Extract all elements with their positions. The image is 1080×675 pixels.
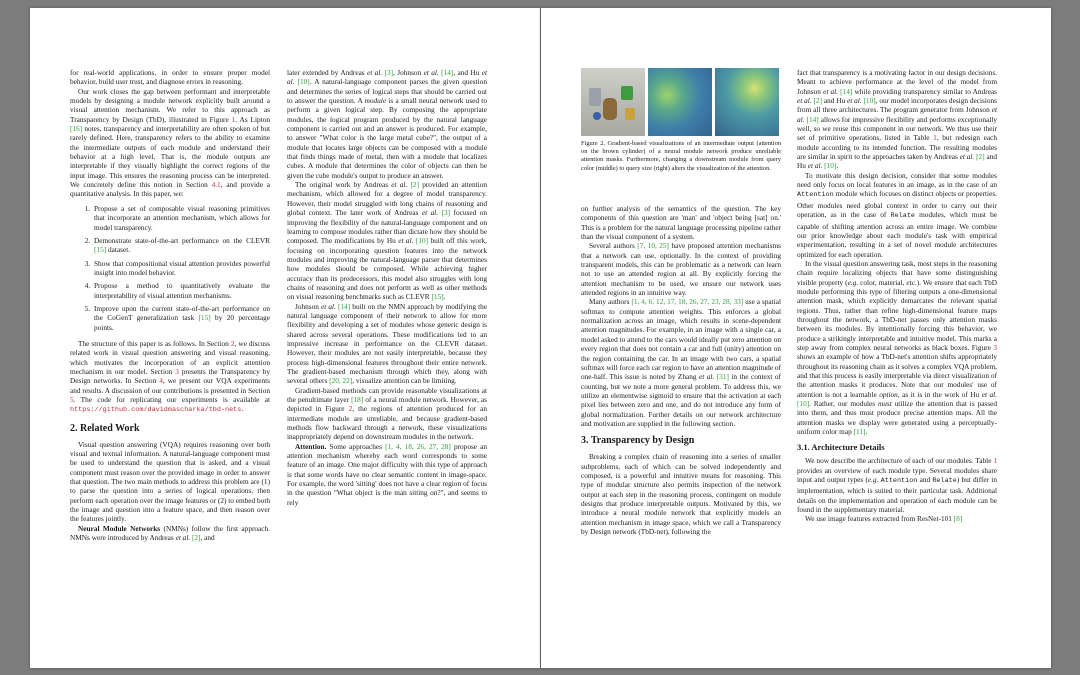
left-page xyxy=(30,8,540,668)
paragraph: Neural Module Networks (NMNs) follow the first approach. NMNs were introduced by Andreas et al. [2], and xyxy=(70,523,270,543)
paragraph: We now describe the architecture of each of our modules. Table 1 provides an overview of each module type. Several modules share input and output types (e.g. Attention and Relate) but differ in implementation, which is suited to their particular task. Additional details on the implementation and operation of each module can be found in the supplementary material. xyxy=(797,456,997,515)
paragraph: We use image features extracted from ResNet-101 [8] xyxy=(805,514,963,524)
right-page xyxy=(541,8,1051,668)
citation-link[interactable]: [3] xyxy=(441,208,451,218)
paragraph: on further analysis of the semantics of the question. The key components of this question are 'man' and 'object being [sat] on.' This is a problem for the natural language processing pipeline rather than the visual component of a system. xyxy=(581,204,781,242)
figure-link[interactable]: 2 xyxy=(348,404,353,414)
paragraph: fact that transparency is a motivating factor in our design decisions. Meant to achieve performance at the level of the model from Johnson et al. [14] while providing transparency similar to Andreas et al. [2] and Hu et al. [10], our model incorporates design decisions from all three architectures. The program generator from Johnson et al. [14] allows for impressive flexibility and performs exceptionally well, so we reuse this component in our network. We thus use their set of primitive operations, listed in Table 1, but redesign each module according to its intended function. The resulting modules are similar in spirit to the approaches taken by Andreas et al. [2] and Hu et al. [10]. xyxy=(797,68,998,171)
scene-object xyxy=(625,108,635,120)
section-link[interactable]: 2 xyxy=(230,338,235,348)
paragraph: for real-world applications, in order to ensure proper model behavior, build user trust, and diagnose errors in reasoning. xyxy=(70,68,270,87)
section-link[interactable]: 5 xyxy=(70,395,74,404)
section-heading: 2. Related Work xyxy=(70,422,140,434)
subsection-heading: 3.1. Architecture Details xyxy=(797,442,885,453)
paragraph: In the visual question answering task, most steps in the reasoning chain require localizing objects that have some distinguishing visible property (e.g. color, material, etc.). We ensure that each TbD module performing this type of filtering outputs a one-dimensional attention mask, which explicitly demarcates the relevant spatial regions. Thus, rather than refine high-dimensional feature maps throughout the network, a TbD-net passes only attention masks between its modules. By intentionally forcing this behavior, we produce a strikingly interpretable and intuitive model. This marks a step away from complex neural networks as black boxes. Figure 3 shows an example of how a TbD-net's attention shifts appropriately throughout its reasoning chain as it solves a complex VQA problem, and that this process is easily interpretable via direct visualization of the attention masks it produces. Note that our modules' use of attention is not a learnable option, as it is in the work of Hu et al. [10]. Rather, our modules must utilize the attention that is passed into them, and thus must produce precise attention maps. All the attention masks we display were generated using a perceptually-uniform color map [11]. xyxy=(797,258,998,437)
paragraph: Gradient-based methods can provide reasonable visualizations at the penultimate layer [18] of a neural module network. However, as depicted in Figure 2, the regions of attention produced for an intermediate module are unreliable, and because gradient-based methods flow backward through a network, these visualizations inappropriately depend on downstream modules in the network. xyxy=(287,385,488,442)
scene-object xyxy=(621,86,633,100)
paragraph: Breaking a complex chain of reasoning into a series of smaller subproblems, each of which can be solved independently and composed, is a powerful and intuitive means for reasoning. This type of modular structure also permits inspection of the network output at each step in the reasoning process, contingent on module designs that produce interpretable outputs. Motivated by this, we introduce a neural module network that explicitly models an attention mechanism in image space, which we call a Transparency by Design network (TbD-net), following the xyxy=(581,452,781,536)
citation-link[interactable]: [14] xyxy=(840,86,853,96)
citation-link[interactable]: [2] xyxy=(976,152,985,162)
paragraph: Attention. Some approaches [1, 4, 18, 26, 27, 28] propose an attention mechanism whereby each word corresponds to some feature of an image. One major difficulty with this type of approach is that some words have no clear semantic content in image-space. For example, the word 'sitting' does not have a clear region of focus in the question "What object is the man sitting on?", and seems to rely xyxy=(287,441,487,507)
citation-link[interactable]: [16] xyxy=(70,124,83,134)
citation-link[interactable]: [10] xyxy=(415,236,429,246)
citation-link[interactable]: [2] xyxy=(813,96,822,106)
paragraph: Many authors [1, 4, 6, 12, 17, 18, 26, 27, 23, 28, 33] use a spatial softmax to compute attention weights. This enforces a global normalization across an image, which results in scene-dependent attention magnitudes. For example, in an image with a single car, a model asked to attend to the cars would ideally put zero attention on every region that does not contain a car and full (unity) attention on the region containing the car. In an image with two cars, a spatial softmax will force each car region to have an attention magnitude of one-half. This issue is noted by Zhang et al. [31] in the context of counting, but we note a more general problem. To address this, we utilize an elementwise sigmoid to ensure that the activation at each pixel lies between zero and one, and do not introduce any form of global normalization. Further details on our network architecture and motivation are supplied in the following section. xyxy=(581,297,782,428)
figure-link[interactable]: 1 xyxy=(231,114,236,124)
paragraph: later extended by Andreas et al. [3], Johnson et al. [14], and Hu et al. [10]. A natural-language component parses the given question and determines the series of logical steps that should be carried out to answer the question. A module is a small neural network used to perform a given logical step. By composing the appropriate modules, the logical program produced by the natural language component is carried out and an answer is produced. For example, to answer "What color is the large metal cube?", the output of a module that locates large objects can be composed with a module that finds things made of metal, then with a module that localizes cubes. A module that determines the color of objects can then be given the cube module's output to produce an answer. xyxy=(287,68,488,180)
left-page-column-1 xyxy=(70,68,270,542)
scene-object xyxy=(593,112,601,120)
table-link[interactable]: 1 xyxy=(933,133,937,143)
paragraph: Our work closes the gap between performant and interpretable models by designing a module network explicitly built around a visual attention mechanism. We refer to this approach as Transparency by Design (TbD), illustrated in Figure 1. As Lipton [16] notes, transparency and interpretability are often spoken of but rarely defined. Here, transparency refers to the ability to examine the intermediate outputs of each module and understand their behavior at a high level. That is, the module outputs are interpretable if they visually highlight the correct regions of the input image. This ensures the reasoning process can be interpreted. We concretely define this notion in Section 4.1, and provide a quantitative analysis. In this paper, we: xyxy=(70,86,271,199)
citation-link[interactable]: [14] xyxy=(806,114,819,124)
list-item: 1. Propose a set of composable visual reasoning primitives that incorporate an attention mechanism, which allows for model transparency. xyxy=(92,204,270,232)
citation-link[interactable]: [2] xyxy=(410,180,420,190)
github-link[interactable]: https://github.com/davidmascharka/tbd-nets xyxy=(70,406,242,415)
paragraph: The original work by Andreas et al. [2] provided an attention mechanism, which allowed for a degree of model transparency. However, their model struggled with long chains of reasoning and global context. The later work of Andreas et al. [3] focused on improving the flexibility of the natural-language component and on learning to compose modules rather than dictate how they should be composed. The modifications by Hu et al. [10] built off this work, focusing on incorporating question features into the network modules and improving the natural-language parser that determines how modules should be composed. While achieving higher accuracy than its predecessors, this model also struggles with long chains of reasoning and does not perform as well as other methods on visual reasoning benchmarks such as CLEVR [15]. xyxy=(287,180,488,302)
paragraph: Several authors [7, 10, 25] have proposed attention mechanisms that a network can use, optionally. In the context of providing transparent models, this can be problematic as a network can learn not to use an attended region at all. By explicitly forcing the attention mechanism to be used, we ensure our network uses attended regions in an intuitive way. xyxy=(581,241,781,298)
citation-link[interactable]: [10] xyxy=(824,161,837,171)
citation-link[interactable]: [10] xyxy=(297,77,310,87)
citation-link[interactable]: [7, 10, 25] xyxy=(637,241,669,251)
list-item: 5. Improve upon the current state-of-the-art performance on the CoGenT generalization task [15] by 20 percentage points. xyxy=(92,304,270,332)
scene-image xyxy=(581,68,645,136)
attention-heatmap-size xyxy=(715,68,779,136)
citation-link[interactable]: [8] xyxy=(953,514,963,524)
list-item: 3. Show that compositional visual attention provides powerful insight into model behavior. xyxy=(92,259,270,278)
section-heading: 3. Transparency by Design xyxy=(581,435,695,447)
paragraph: Johnson et al. [14] built on the NMN approach by modifying the natural language component of their network to allow for more flexibility and developing a set of modules whose generic design is shared across several operations. These modifications led to an impressive increase in performance on the CLEVR dataset. However, their modules are not easily interpretable, because they process high-dimensional features throughout their entire network. The gradient-based mechanism through which they, along with several others [20, 22], visualize attention can be limiting. xyxy=(287,301,487,386)
citation-link[interactable]: [15] xyxy=(198,313,211,323)
attention-heatmap-color xyxy=(648,68,712,136)
citation-link[interactable]: [1, 4, 6, 12, 17, 18, 26, 27, 23, 28, 33] xyxy=(631,297,744,307)
citation-link[interactable]: [15] xyxy=(94,245,107,255)
contributions-list xyxy=(70,204,270,332)
citation-link[interactable]: [15] xyxy=(431,292,444,302)
figure-images xyxy=(581,68,781,136)
citation-link[interactable]: [11] xyxy=(853,427,866,437)
list-item: 4. Propose a method to quantitatively evaluate the interpretability of visual attention mechanisms. xyxy=(92,281,270,300)
citation-link[interactable]: [14] xyxy=(441,68,454,77)
citation-link[interactable]: [10] xyxy=(797,399,810,409)
figure-link[interactable]: 3 xyxy=(993,342,997,352)
paragraph: Visual question answering (VQA) requires reasoning over both visual and textual information. A natural-language component must be used to understand the question that is asked, and a visual component must reason over the provided image in order to answer that question. The two main methods to address this problem are (1) to parse the question into a series of logical operations, then perform each operation over the image features or (2) to embed both the image and question into a feature space, and then reason over the features jointly. xyxy=(70,439,270,524)
paragraph: To motivate this design decision, consider that some modules need only focus on local features in an image, as in the case of an Attention module which focuses on distinct objects or properties. Other modules need global context in order to carry out their operation, as in the case of Relate modules, which must be capable of shifting attention across an entire image. We combine our prior knowledge about each module's task with empirical experimentation, resulting in a set of novel module architectures optimized for each operation. xyxy=(797,170,997,259)
section-link[interactable]: 4.1 xyxy=(211,180,221,190)
citation-link[interactable]: [14] xyxy=(338,301,351,311)
citation-link[interactable]: [31] xyxy=(716,372,729,382)
scene-object xyxy=(603,98,617,120)
citation-link[interactable]: [1, 4, 18, 26, 27, 28] xyxy=(385,441,451,451)
scene-object xyxy=(589,88,601,106)
citation-link[interactable]: [3] xyxy=(384,68,394,77)
paragraph: The structure of this paper is as follows. In Section 2, we discuss related work in visual question answering and visual reasoning, which motivates the incorporation of an explicit attention mechanism in our model. Section 3 presents the Transparency by Design networks. In Section 4, we present our VQA experiments and results. A discussion of our contributions is presented in Section 5. The code for replicating our experiments is available at https://github.com/davidmascharka/tbd-nets. xyxy=(70,338,271,415)
right-page-column-2 xyxy=(797,68,997,524)
citation-link[interactable]: [2] xyxy=(192,533,201,543)
citation-link[interactable]: [18] xyxy=(351,395,364,405)
citation-link[interactable]: [10] xyxy=(863,96,876,106)
citation-link[interactable]: [20, 22] xyxy=(329,376,353,386)
section-link[interactable]: 3 xyxy=(175,366,179,376)
table-link[interactable]: 1 xyxy=(993,456,997,466)
figure-2 xyxy=(581,68,781,173)
right-page-column-1 xyxy=(581,204,781,536)
section-link[interactable]: 4 xyxy=(159,376,163,386)
figure-caption: Figure 2. Gradient-based visualizations of an intermediate output (attention on the brown cylinder) of a neural module network produce unreliable attention masks. Furthermore, changing a downstream module from query color (middle) to query size (right) alters the visualization of the attention. xyxy=(581,140,781,172)
list-item: 2. Demonstrate state-of-the-art performance on the CLEVR [15] dataset. xyxy=(92,236,270,255)
left-page-column-2 xyxy=(287,68,487,507)
